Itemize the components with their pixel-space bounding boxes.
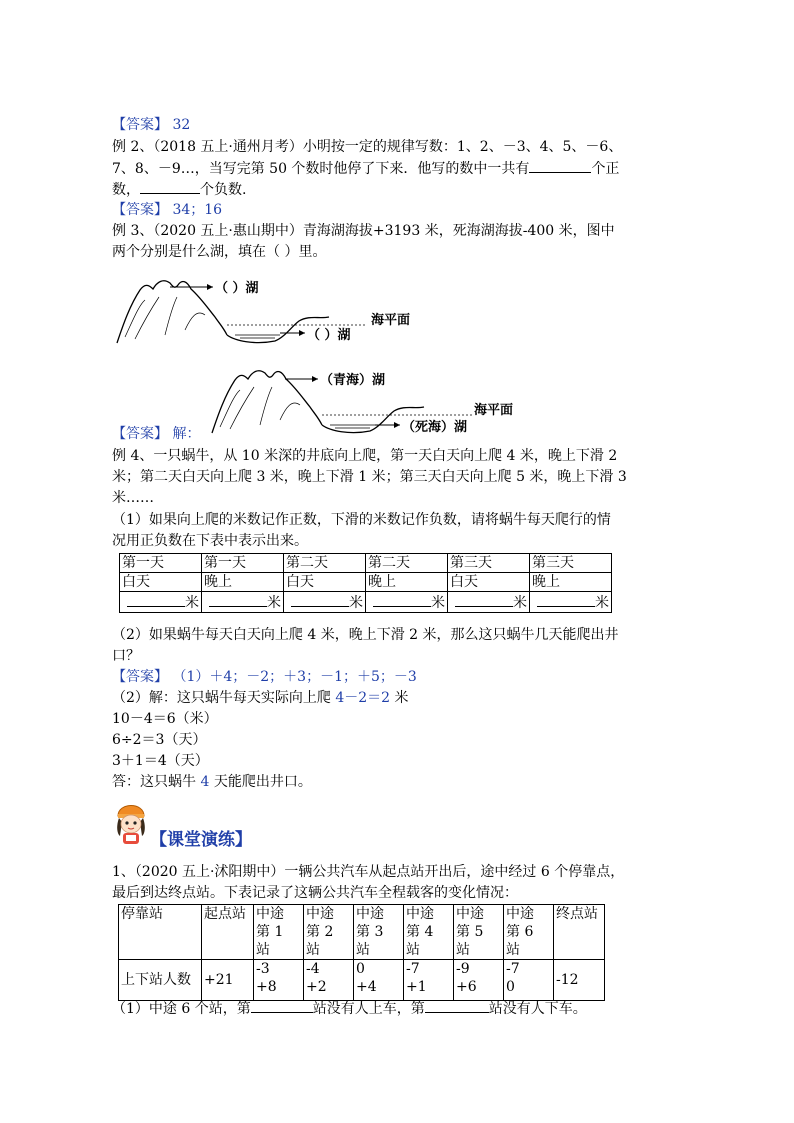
answer-blank[interactable] <box>455 592 513 607</box>
table-header-cell: 中途 第 4 站 <box>404 905 454 960</box>
example-3-line-1: 例 3、（2020 五上·惠山期中）青海湖海拔+3193 米，死海湖海拔-400 米，图中 <box>112 223 615 239</box>
table-cell: 第一天 <box>120 554 202 573</box>
table-header-cell: 中途 第 2 站 <box>304 905 354 960</box>
text: 站没有人下车。 <box>488 1001 587 1017</box>
sea-level-label: 海平面 <box>474 403 514 418</box>
table-cell: 第二天 <box>366 554 448 573</box>
table-header-cell: 停靠站 <box>119 905 202 960</box>
table-cell: 晚上 <box>202 573 284 592</box>
answer-tag: 【答案】 <box>112 426 168 442</box>
answer-blank[interactable] <box>537 592 595 607</box>
answer-blank[interactable] <box>425 998 489 1013</box>
answer-4-calc-1: 10－4＝6（米） <box>112 711 218 727</box>
table-cell: -4 +2 <box>304 960 354 1001</box>
example-3-line-2: 两个分别是什么湖，填在（ ）里。 <box>112 244 327 260</box>
answer-blank[interactable] <box>251 998 313 1013</box>
section-title: 【课堂演练】 <box>150 830 252 850</box>
unit-label: 米 <box>349 595 363 611</box>
snail-table <box>119 553 612 613</box>
answer-cell[interactable] <box>366 592 448 613</box>
answer-4-solution <box>112 688 409 708</box>
unit-label: 米 <box>595 595 609 611</box>
answer-blank[interactable] <box>209 592 267 607</box>
answer-4-calc-3: 3＋1＝4（天） <box>112 753 209 769</box>
answer-4-calc-2: 6÷2＝3（天） <box>112 732 207 748</box>
text: 天能爬出井口。 <box>209 774 312 790</box>
example-4-question-1-line-2: 况用正负数在下表中表示出来。 <box>112 533 308 549</box>
text: 个负数. <box>200 182 247 198</box>
table-cell: 晚上 <box>530 573 612 592</box>
answer-2 <box>112 200 222 220</box>
lower-lake-label: （死海）湖 <box>402 420 468 435</box>
table-header-cell: 中途 第 6 站 <box>504 905 554 960</box>
table-cell: 晚上 <box>366 573 448 592</box>
answer-cell[interactable] <box>530 592 612 613</box>
answer-cell[interactable] <box>202 592 284 613</box>
answer-blank[interactable] <box>140 179 200 194</box>
answer-blank[interactable] <box>127 592 185 607</box>
unit-label: 米 <box>185 595 199 611</box>
table-cell: -7 +1 <box>404 960 454 1001</box>
text: 答：这只蜗牛 <box>112 774 201 790</box>
example-4-question-1-line-1: （1）如果向上爬的米数记作正数，下滑的米数记作负数，请将蜗牛每天爬行的情 <box>112 512 611 528</box>
mountain-lake-figure-blank <box>115 275 425 350</box>
table-cell: -12 <box>554 960 605 1001</box>
example-2-line-3 <box>112 179 246 200</box>
table-row <box>120 592 612 613</box>
answer-tag: 【答案】 <box>112 202 168 218</box>
table-row <box>119 905 605 960</box>
table-cell: 第三天 <box>448 554 530 573</box>
lower-lake-label: （ ）湖 <box>307 328 351 343</box>
upper-lake-label: （青海）湖 <box>320 373 386 388</box>
table-cell: 第一天 <box>202 554 284 573</box>
answer-value: 34；16 <box>172 202 223 218</box>
table-row <box>120 554 612 573</box>
table-cell: 第二天 <box>284 554 366 573</box>
table-header-cell: 中途 第 5 站 <box>454 905 504 960</box>
practice-1-question-1 <box>112 998 587 1019</box>
sea-level-label: 海平面 <box>371 313 411 328</box>
answer-value: 解： <box>172 426 201 442</box>
table-cell: 白天 <box>120 573 202 592</box>
answer-tag: 【答案】 <box>112 117 168 133</box>
answer-value: 4 <box>200 774 210 790</box>
answer-blank[interactable] <box>529 158 591 173</box>
text: 站没有人上车，第 <box>312 1001 425 1017</box>
answer-value: （1）＋4；－2；＋3；－1；＋5；－3 <box>172 669 417 685</box>
example-4-line-2: 米；第二天白天向上爬 3 米，晚上下滑 1 米；第三天白天向上爬 5 米，晚上下滑 3 <box>112 469 627 485</box>
text: 数， <box>112 182 140 198</box>
example-2-line-2 <box>112 158 619 179</box>
text: 个正 <box>591 161 620 177</box>
table-header-cell: 中途 第 1 站 <box>254 905 304 960</box>
text: （1）中途 6 个站，第 <box>112 1001 251 1017</box>
answer-value: 32 <box>172 117 191 133</box>
answer-4-final <box>112 772 312 792</box>
bus-table <box>118 904 605 1001</box>
table-cell: 第三天 <box>530 554 612 573</box>
example-2-line-1: 例 2、（2018 五上·通州月考）小明按一定的规律写数：1、2、－3、4、5、－6、 <box>112 139 623 155</box>
example-4-question-2-line-1: （2）如果蜗牛每天白天向上爬 4 米，晚上下滑 2 米，那么这只蜗牛几天能爬出井 <box>112 627 619 643</box>
answer-1 <box>112 115 190 135</box>
example-4-question-2-line-2: 口？ <box>112 648 140 664</box>
answer-cell[interactable] <box>284 592 366 613</box>
unit-label: 米 <box>431 595 445 611</box>
text: 米 <box>390 690 409 706</box>
answer-blank[interactable] <box>373 592 431 607</box>
table-row <box>119 960 605 1001</box>
text: （2）解：这只蜗牛每天实际向上爬 <box>112 690 336 706</box>
answer-cell[interactable] <box>448 592 530 613</box>
table-row-label: 上下站人数 <box>119 960 202 1001</box>
upper-lake-label: （ ）湖 <box>215 281 259 296</box>
table-cell: +21 <box>202 960 254 1001</box>
practice-1-line-1: 1、（2020 五上·沭阳期中）一辆公共汽车从起点站开出后，途中经过 6 个停靠点， <box>112 864 625 880</box>
mountain-lake-figure-answer <box>210 365 520 440</box>
mascot-girl-icon <box>110 796 152 846</box>
table-header-cell: 终点站 <box>554 905 605 960</box>
table-cell: 白天 <box>448 573 530 592</box>
table-row <box>120 573 612 592</box>
answer-cell[interactable] <box>120 592 202 613</box>
table-cell: -9 +6 <box>454 960 504 1001</box>
example-4-line-1: 例 4、一只蜗牛，从 10 米深的井底向上爬，第一天白天向上爬 4 米，晚上下滑 2 <box>112 448 618 464</box>
text: 7、8、－9…，当写完第 50 个数时他停了下来．他写的数中一共有 <box>112 161 530 177</box>
table-cell: 0 +4 <box>354 960 404 1001</box>
example-4-line-3: 米…… <box>112 490 154 506</box>
table-header-cell: 中途 第 3 站 <box>354 905 404 960</box>
practice-1-line-2: 最后到达终点站。下表记录了这辆公共汽车全程载客的变化情况： <box>112 885 518 901</box>
table-cell: -7 0 <box>504 960 554 1001</box>
unit-label: 米 <box>513 595 527 611</box>
answer-blank[interactable] <box>291 592 349 607</box>
table-cell: -3 +8 <box>254 960 304 1001</box>
answer-expr: 4－2＝2 <box>335 690 391 706</box>
table-cell: 白天 <box>284 573 366 592</box>
answer-tag: 【答案】 <box>112 669 168 685</box>
table-header-cell: 起点站 <box>202 905 254 960</box>
answer-3 <box>112 424 200 444</box>
answer-4 <box>112 667 417 687</box>
unit-label: 米 <box>267 595 281 611</box>
